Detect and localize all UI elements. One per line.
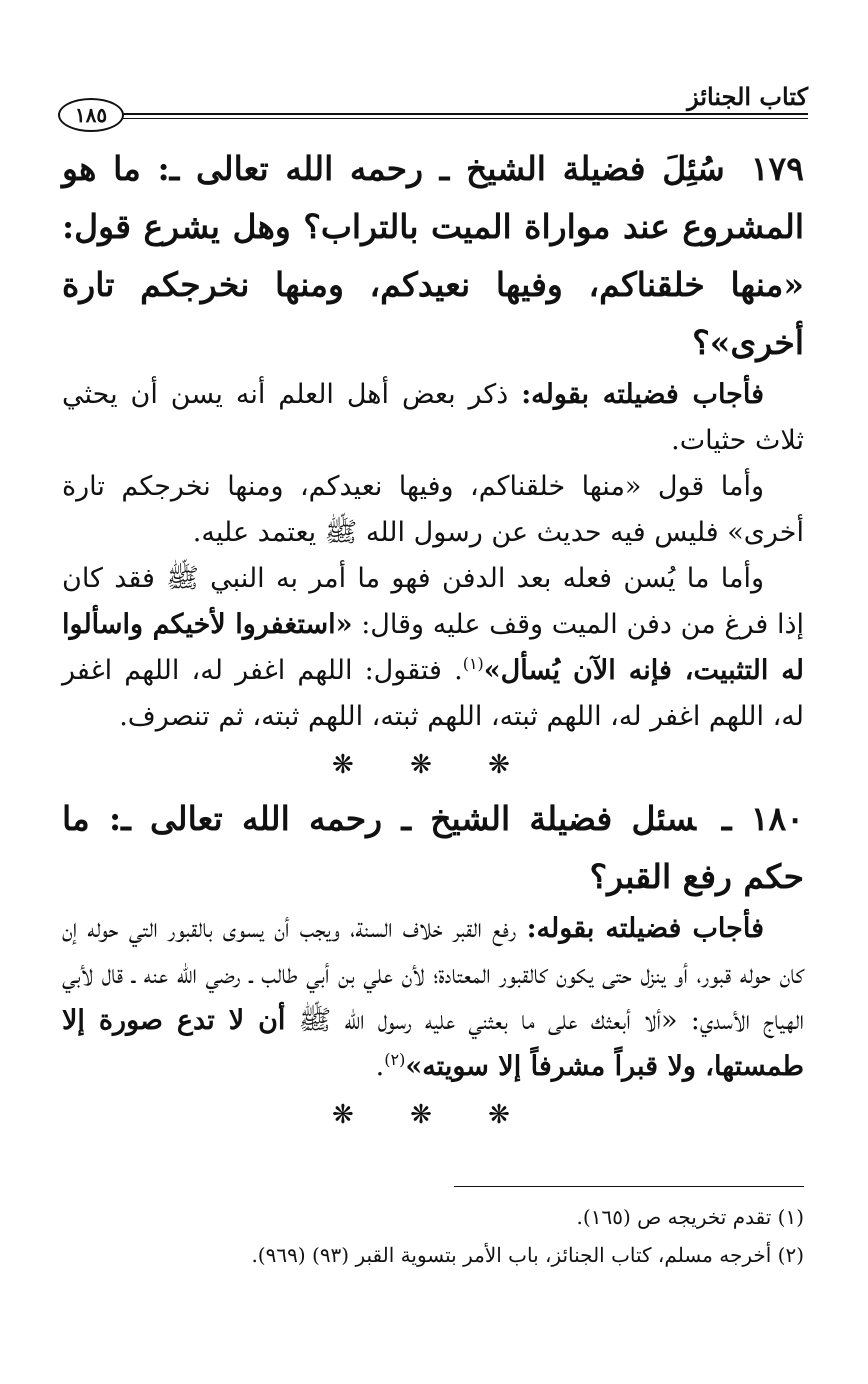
hadith-quote: أن لا تدع صورة إلا طمستها، ولا قبراً مشرفاً إلا سويته» (62, 1005, 804, 1082)
question-number: ١٧٩ (750, 149, 804, 188)
footnotes (62, 1198, 804, 1274)
page-body (62, 140, 804, 1140)
answer-text: ذكر بعض أهل العلم أنه يسن أن يحثي ثلاث حثيات. (62, 379, 804, 456)
question-text: سئل فضيلة الشيخ ـ رحمه الله تعالى ـ: ما حكم رفع القبر؟ (62, 799, 804, 896)
page-number: ١٨٥ (58, 98, 124, 132)
answer-180-paragraph (62, 906, 804, 1090)
chapter-title: كتاب الجنائز (687, 82, 808, 111)
answer-179-paragraph-2 (62, 464, 804, 556)
section-separator: ❋ ❋ ❋ (332, 1100, 534, 1130)
answer-lead: فأجاب فضيلته بقوله: (526, 913, 764, 944)
footnote-ref-1[interactable]: (١) (462, 654, 484, 673)
answer-text: وأما ما يُسن فعله بعد الدفن فهو ما أمر به النبي ﷺ فقد كان إذا فرغ من دفن الميت وقف عليه وقال: (62, 563, 804, 640)
footnote-rule (454, 1186, 804, 1187)
answer-text: . (375, 1051, 385, 1082)
answer-text: وأما قول «منها خلقناكم، وفيها نعيدكم، ومنها نخرجكم تارة أخرى» فليس فيه حديث عن رسول الله ﷺ يعتمد عليه. (62, 471, 804, 548)
answer-text: . فتقول: اللهم اغفر له، اللهم اغفر له، اللهم اغفر له، اللهم ثبته، اللهم ثبته، اللهم ثبته، ثم تنصرف. (62, 655, 804, 732)
answer-text: رفع القبر خلاف السنة، ويجب أن يسوى بالقبور التي حوله إن كان حوله قبور، أو ينزل حتى يكون كالقبور المعتادة؛ لأن علي بن أبي طالب ـ رضي الله عنه ـ قال لأبي الهياج الأسدي: «ألا أبعثك على ما بعثني عليه رسول الله ﷺ (62, 913, 804, 1036)
header-rule (120, 113, 808, 119)
answer-179-paragraph-3 (62, 556, 804, 740)
question-180 (62, 790, 804, 906)
question-179 (62, 140, 804, 372)
footnote-ref-2[interactable]: (٢) (384, 1050, 406, 1069)
answer-179-paragraph-1 (62, 372, 804, 464)
page-header (58, 82, 808, 127)
footnote-2: (٢) أخرجه مسلم، كتاب الجنائز، باب الأمر بتسوية القبر (٩٣) (٩٦٩). (251, 1243, 804, 1267)
answer-lead: فأجاب فضيلته بقوله: (521, 379, 764, 410)
hadith-quote: «استغفروا لأخيكم واسألوا له التثبيت، فإنه الآن يُسأل» (62, 609, 804, 686)
question-number: ١٨٠ ـ (721, 799, 804, 838)
footnote-1: (١) تقدم تخريجه ص (١٦٥). (576, 1205, 804, 1229)
question-text: سُئِلَ فضيلة الشيخ ـ رحمه الله تعالى ـ: ما هو المشروع عند مواراة الميت بالتراب؟ وهل يشرع قول: «منها خلقناكم، وفيها نعيدكم، ومنها نخرجكم تارة أخرى»؟ (62, 149, 804, 362)
section-separator: ❋ ❋ ❋ (332, 750, 534, 780)
